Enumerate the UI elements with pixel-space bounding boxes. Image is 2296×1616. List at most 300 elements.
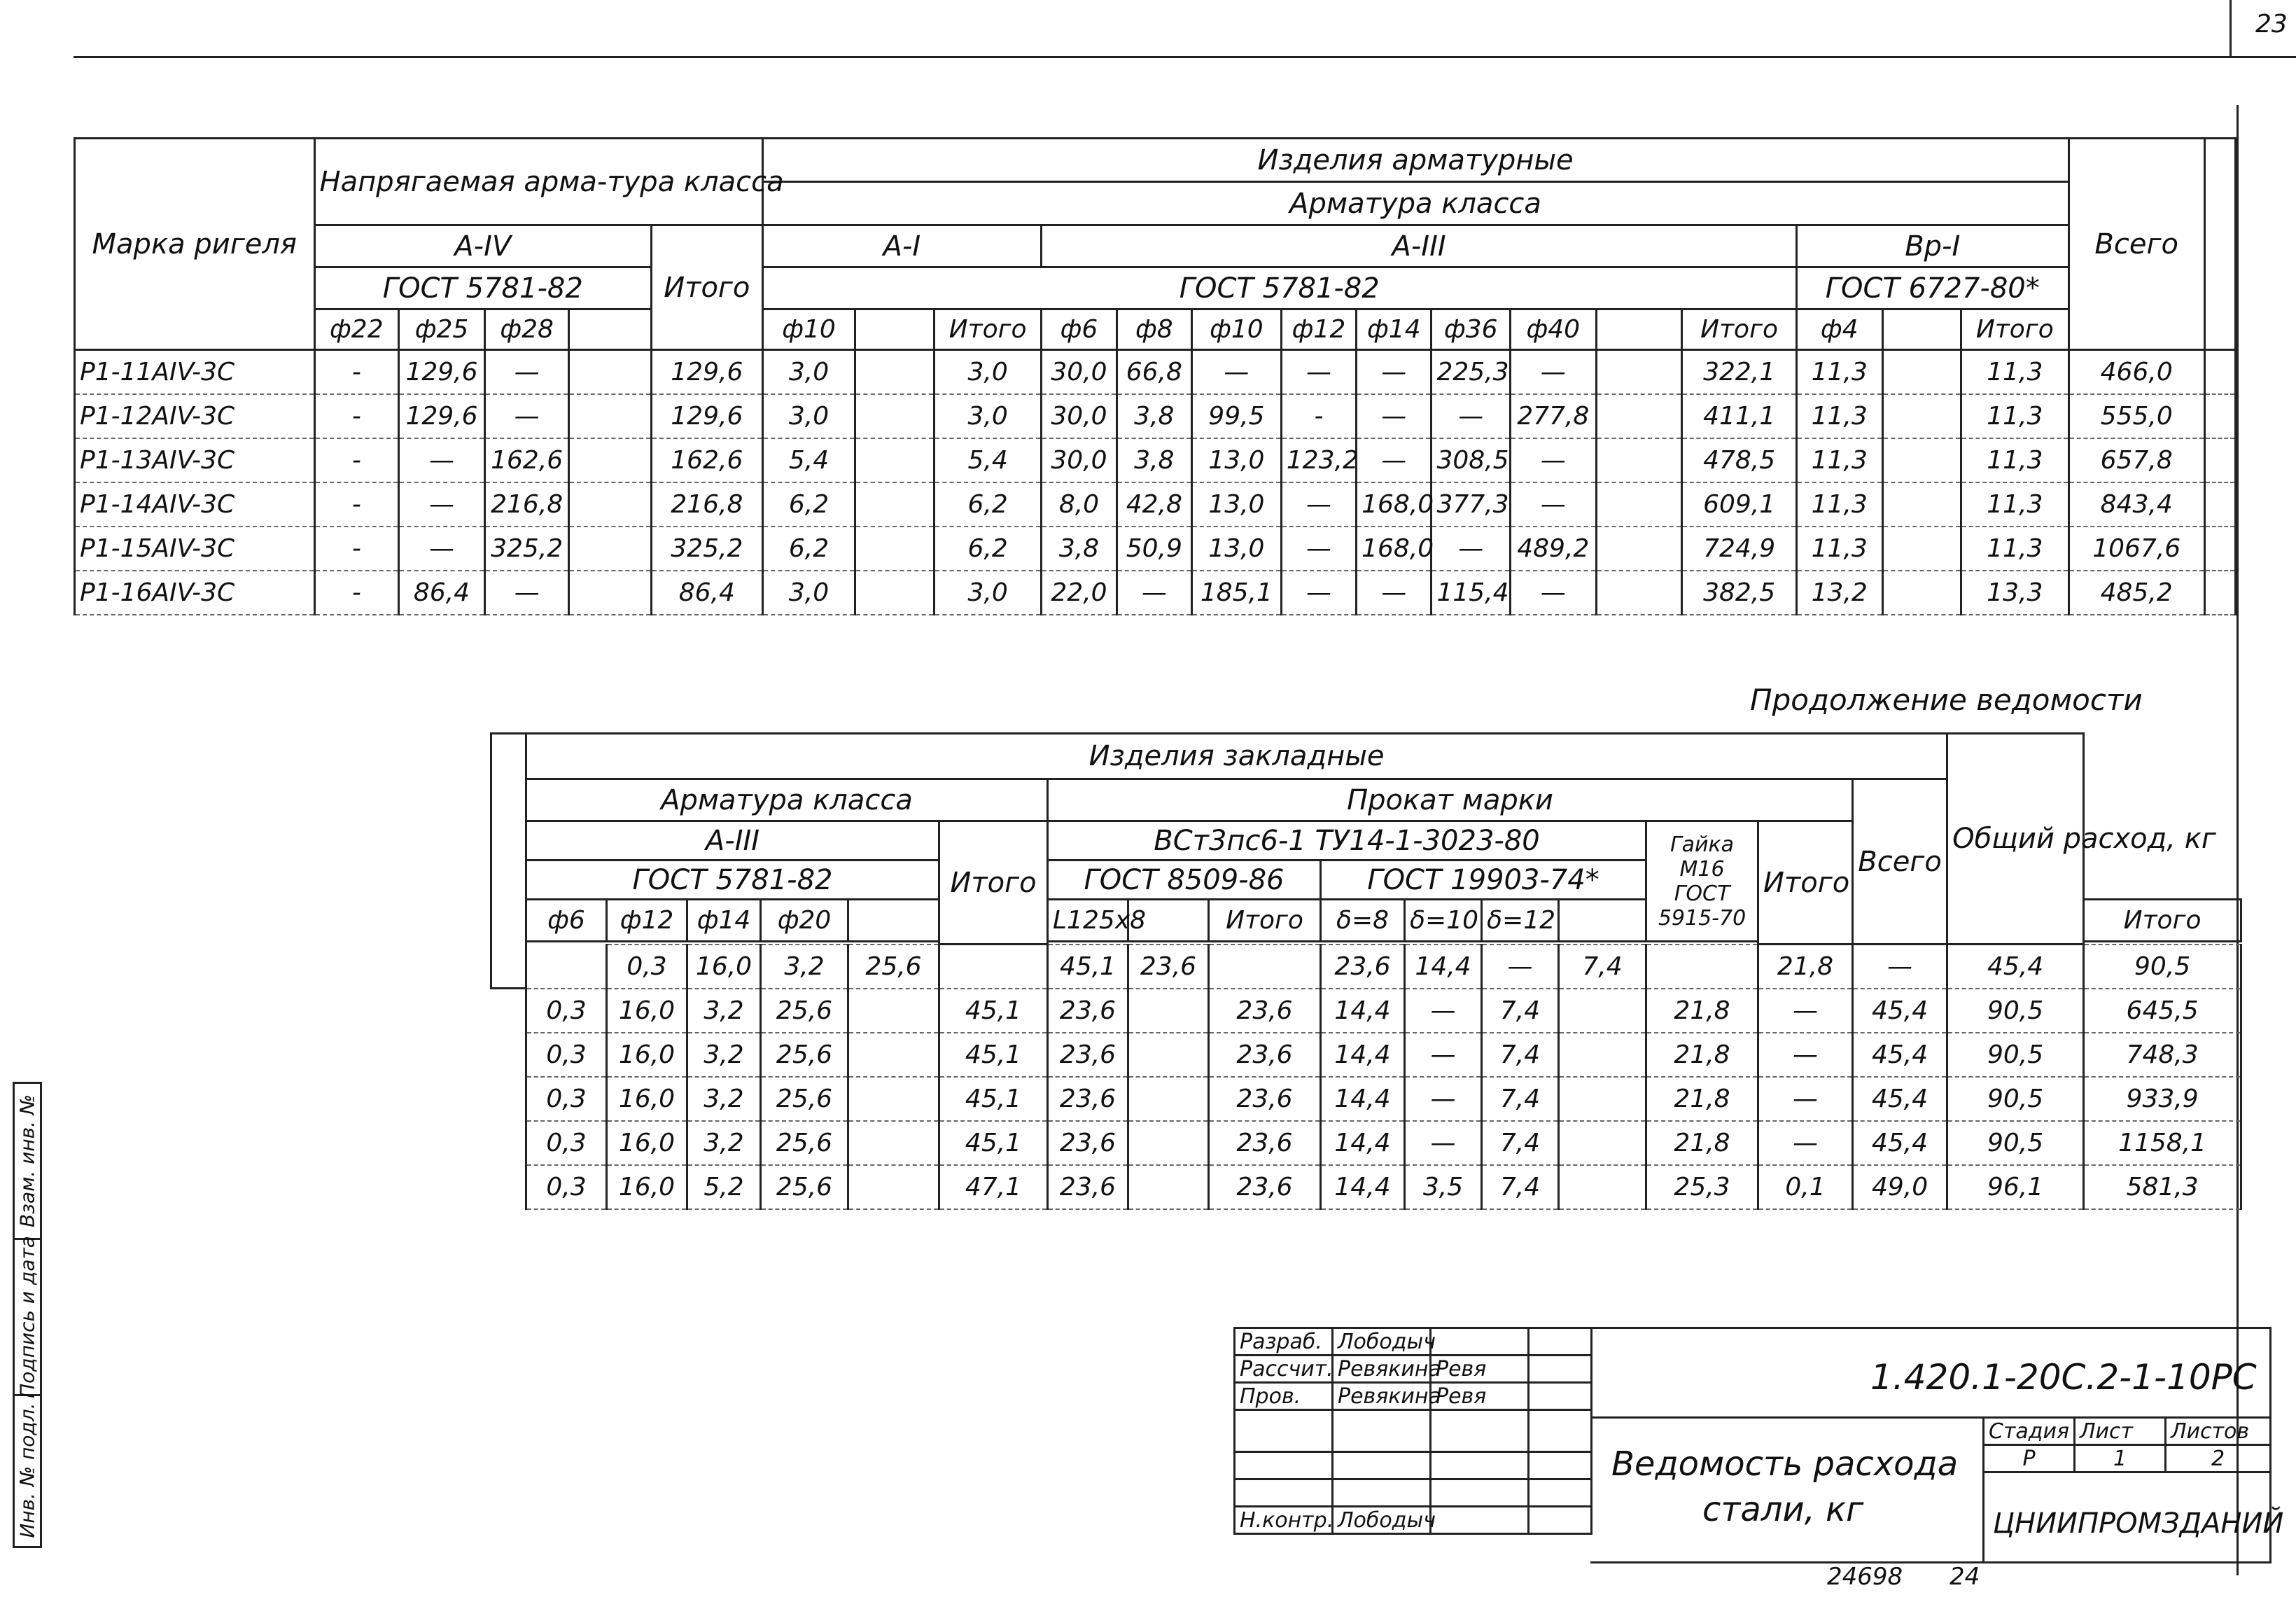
value-cell: -: [314, 438, 399, 482]
diameter-header: ф10: [1191, 309, 1281, 350]
diameter-header: [569, 309, 652, 350]
beam-mark: Р1-16АIV-3С: [75, 571, 315, 615]
value-cell: —: [1116, 571, 1191, 615]
overall-label: Общий расход, кг: [1947, 734, 2084, 945]
value-cell: 14,4: [1321, 1077, 1405, 1121]
value-cell: -: [1281, 394, 1356, 438]
table-row: [75, 139, 2236, 182]
value-cell: 13,0: [1191, 482, 1281, 527]
profile-header: [1559, 900, 1646, 942]
date-cell: [1529, 1383, 1592, 1410]
stage-value: Р: [1984, 1445, 2075, 1472]
value-cell: 0,3: [526, 989, 607, 1033]
date-cell: [1529, 1507, 1592, 1534]
value-cell: [848, 1033, 939, 1077]
date-cell: [1529, 1328, 1592, 1356]
signature-cell: Ревя: [1431, 1383, 1529, 1410]
value-cell: 3,0: [934, 571, 1041, 615]
value-cell: 115,4: [1432, 571, 1510, 615]
value-cell: 308,5: [1432, 438, 1510, 482]
value-cell: —: [1357, 394, 1432, 438]
value-cell: 5,2: [687, 1165, 761, 1209]
designation: 1.420.1-20С.2-1-10РС: [1870, 1357, 2257, 1398]
diameter-header: ф28: [484, 309, 569, 350]
name-cell: Ревякина: [1333, 1356, 1431, 1383]
table-row: [491, 1121, 2241, 1165]
value-cell: 14,4: [1321, 1121, 1405, 1165]
value-cell: 23,6: [1048, 1165, 1128, 1209]
signature-cell: [1431, 1452, 1529, 1479]
value-cell: [1209, 945, 1321, 989]
value-cell: —: [484, 571, 569, 615]
table-row: [75, 267, 2236, 309]
profile-header: δ=12: [1482, 900, 1559, 942]
name-cell: [1333, 1479, 1431, 1507]
value-cell: [1559, 1033, 1646, 1077]
value-cell: 555,0: [2068, 394, 2204, 438]
gost-a: ГОСТ 5781-82: [762, 267, 1796, 309]
armature-itogo: Итого: [939, 821, 1048, 945]
value-cell: 14,4: [1321, 1033, 1405, 1077]
frame-top-line: [74, 56, 2296, 58]
title-block-main: [1590, 1327, 2284, 1563]
diameter-header: ф8: [1116, 309, 1191, 350]
value-cell: 25,6: [761, 1033, 848, 1077]
value-cell: [1559, 1121, 1646, 1165]
value-cell: 657,8: [2068, 438, 2204, 482]
value-cell: [855, 438, 934, 482]
value-cell: 216,8: [484, 482, 569, 527]
value-cell: —: [1405, 1033, 1482, 1077]
value-cell: [1559, 989, 1646, 1033]
left-margin: [491, 1033, 526, 1077]
filler: [2204, 438, 2235, 482]
value-cell: [1882, 438, 1961, 482]
value-cell: 90,5: [2084, 945, 2241, 989]
role-cell: [1235, 1452, 1333, 1479]
value-cell: 411,1: [1682, 394, 1797, 438]
value-cell: 123,2: [1281, 438, 1356, 482]
value-cell: 25,3: [1646, 1165, 1758, 1209]
value-cell: —: [1853, 945, 1947, 989]
profile-header: δ=10: [1405, 900, 1482, 942]
value-cell: 6,2: [934, 527, 1041, 571]
value-cell: 0,3: [526, 1165, 607, 1209]
value-cell: 325,2: [484, 527, 569, 571]
table-row: [75, 309, 2236, 350]
value-cell: [1882, 394, 1961, 438]
value-cell: —: [1432, 394, 1510, 438]
table-row: [1235, 1452, 1592, 1479]
value-cell: 45,4: [1853, 1121, 1947, 1165]
diameter-header: [1882, 309, 1961, 350]
signature-cell: [1431, 1507, 1529, 1534]
value-cell: —: [1357, 571, 1432, 615]
value-cell: 11,3: [1961, 438, 2069, 482]
role-cell: Рассчит.: [1235, 1356, 1333, 1383]
role-cell: Н.контр.: [1235, 1507, 1333, 1534]
value-cell: 129,6: [652, 394, 763, 438]
value-cell: 45,4: [1853, 1033, 1947, 1077]
diameter-header: ф6: [526, 900, 607, 942]
value-cell: —: [1281, 350, 1356, 394]
value-cell: 96,1: [1947, 1165, 2084, 1209]
value-cell: 47,1: [939, 1165, 1048, 1209]
steel-grade: ВСт3пс6-1 ТУ14-1-3023-80: [1048, 821, 1646, 861]
value-cell: 1158,1: [2084, 1121, 2241, 1165]
value-cell: —: [399, 527, 485, 571]
value-cell: 6,2: [934, 482, 1041, 527]
corner-tick: [2230, 0, 2232, 56]
table-row: [491, 989, 2241, 1033]
value-cell: 325,2: [652, 527, 763, 571]
left-margin: [491, 1165, 526, 1209]
class-a1: А-I: [762, 225, 1042, 267]
value-cell: [855, 482, 934, 527]
value-cell: 485,2: [2068, 571, 2204, 615]
value-cell: 277,8: [1510, 394, 1596, 438]
diameter-header: ф25: [399, 309, 485, 350]
value-cell: —: [1405, 1121, 1482, 1165]
class-a3: А-III: [526, 821, 939, 861]
value-cell: [1559, 1077, 1646, 1121]
diameter-header: [848, 900, 939, 942]
value-cell: —: [1357, 350, 1432, 394]
value-cell: 21,8: [1758, 945, 1853, 989]
value-cell: 25,6: [761, 1077, 848, 1121]
nut-label: Гайка М16 ГОСТ 5915-70: [1646, 821, 1758, 942]
value-cell: —: [1281, 527, 1356, 571]
value-cell: 168,0: [1357, 482, 1432, 527]
value-cell: 7,4: [1559, 945, 1646, 989]
diameter-header: ф12: [1281, 309, 1356, 350]
value-cell: [1596, 571, 1682, 615]
value-cell: 30,0: [1042, 350, 1116, 394]
diameter-header: [855, 309, 934, 350]
value-cell: 42,8: [1116, 482, 1191, 527]
left-margin: [491, 1121, 526, 1165]
value-cell: 11,3: [1796, 438, 1882, 482]
side-stamp-signature: Подпись и дата: [15, 1236, 39, 1398]
value-cell: 23,6: [1209, 1165, 1321, 1209]
diameter-header: ф20: [761, 900, 848, 942]
value-cell: [1882, 350, 1961, 394]
value-cell: 129,6: [652, 350, 763, 394]
value-cell: 30,0: [1042, 394, 1116, 438]
tensioned-label: Напрягаемая арма-тура класса: [314, 139, 762, 225]
value-cell: 23,6: [1048, 989, 1128, 1033]
value-cell: 11,3: [1961, 350, 2069, 394]
value-cell: —: [1758, 989, 1853, 1033]
name-cell: [1333, 1452, 1431, 1479]
value-cell: 23,6: [1209, 1077, 1321, 1121]
value-cell: 6,2: [762, 482, 855, 527]
value-cell: 86,4: [399, 571, 485, 615]
organization-name: ЦНИИПРОМЗДАНИЙ: [1993, 1507, 2284, 1540]
value-cell: 5,4: [934, 438, 1041, 482]
value-cell: 23,6: [1048, 1121, 1128, 1165]
value-cell: 168,0: [1357, 527, 1432, 571]
diameter-header: ф12: [607, 900, 687, 942]
value-cell: 23,6: [1209, 1121, 1321, 1165]
value-cell: 0,3: [526, 1077, 607, 1121]
value-cell: [848, 1077, 939, 1121]
table-row: [75, 394, 2236, 438]
value-cell: 90,5: [1947, 989, 2084, 1033]
value-cell: 49,0: [1853, 1165, 1947, 1209]
profile-header: L125х8: [1048, 900, 1128, 942]
value-cell: 45,1: [1048, 945, 1128, 989]
total-label: Всего: [1853, 779, 1947, 945]
value-cell: 13,3: [1961, 571, 2069, 615]
value-cell: [1596, 394, 1682, 438]
value-cell: 25,6: [761, 989, 848, 1033]
value-cell: —: [1482, 945, 1559, 989]
diameter-header: ф14: [687, 900, 761, 942]
title-block-signatures: [1233, 1327, 1592, 1535]
beam-mark: Р1-15АIV-3С: [75, 527, 315, 571]
value-cell: 16,0: [607, 1165, 687, 1209]
value-cell: 8,0: [1042, 482, 1116, 527]
value-cell: [855, 527, 934, 571]
bottom-embedded-table: [490, 732, 2242, 1210]
side-stamp: [13, 1082, 42, 1548]
value-cell: [855, 350, 934, 394]
value-cell: [569, 482, 652, 527]
class-a3: А-III: [1042, 225, 1797, 267]
value-cell: [569, 350, 652, 394]
sheet-label: Лист: [2075, 1418, 2166, 1445]
value-cell: 3,0: [934, 350, 1041, 394]
value-cell: 14,4: [1405, 945, 1482, 989]
value-cell: 3,5: [1405, 1165, 1482, 1209]
value-cell: -: [314, 527, 399, 571]
value-cell: 645,5: [2084, 989, 2241, 1033]
document-title-line1: Ведомость расхода: [1611, 1444, 1959, 1484]
a3-itogo: Итого: [1682, 309, 1797, 350]
value-cell: 1067,6: [2068, 527, 2204, 571]
value-cell: 3,0: [762, 350, 855, 394]
value-cell: [939, 945, 1048, 989]
value-cell: [1882, 571, 1961, 615]
value-cell: 322,1: [1682, 350, 1797, 394]
value-cell: 90,5: [1947, 1033, 2084, 1077]
value-cell: 23,6: [1048, 1033, 1128, 1077]
value-cell: 3,2: [687, 1077, 761, 1121]
value-cell: [569, 571, 652, 615]
value-cell: 45,1: [939, 989, 1048, 1033]
value-cell: [1882, 527, 1961, 571]
value-cell: 377,3: [1432, 482, 1510, 527]
name-cell: Лободыч: [1333, 1328, 1431, 1356]
value-cell: —: [1281, 571, 1356, 615]
role-cell: [1235, 1410, 1333, 1452]
diameter-header: ф22: [314, 309, 399, 350]
beam-mark: Р1-12АIV-3С: [75, 394, 315, 438]
footer-page: 24: [1949, 1563, 1980, 1591]
value-cell: -: [314, 571, 399, 615]
value-cell: 5,4: [762, 438, 855, 482]
value-cell: 0,3: [526, 1121, 607, 1165]
beam-mark: Р1-14АIV-3С: [75, 482, 315, 527]
value-cell: 14,4: [1321, 989, 1405, 1033]
value-cell: 23,6: [1048, 1077, 1128, 1121]
value-cell: [1596, 350, 1682, 394]
sheet-corner-number: 23: [2255, 10, 2288, 39]
sheets-label: Листов: [2166, 1418, 2271, 1445]
value-cell: 11,3: [1961, 482, 2069, 527]
tensioned-class: А-IV: [314, 225, 652, 267]
value-cell: 21,8: [1646, 1033, 1758, 1077]
diameter-header: ф14: [1357, 309, 1432, 350]
profile-header: δ=8: [1321, 900, 1405, 942]
sheets-value: 2: [2166, 1445, 2271, 1472]
value-cell: [1596, 438, 1682, 482]
signature-cell: Ревя: [1431, 1356, 1529, 1383]
table-row: [75, 571, 2236, 615]
value-cell: -: [314, 482, 399, 527]
side-stamp-inventory: Инв. № подл.: [15, 1402, 39, 1538]
name-cell: Лободыч: [1333, 1507, 1431, 1534]
value-cell: —: [1510, 482, 1596, 527]
value-cell: -: [314, 350, 399, 394]
value-cell: 45,1: [939, 1077, 1048, 1121]
table-row: [1235, 1479, 1592, 1507]
value-cell: [1596, 482, 1682, 527]
table-row: [75, 350, 2236, 394]
value-cell: 3,2: [687, 1121, 761, 1165]
value-cell: —: [1281, 482, 1356, 527]
value-cell: 11,3: [1961, 527, 2069, 571]
gost-bp: ГОСТ 6727-80*: [1796, 267, 2068, 309]
value-cell: [1128, 989, 1209, 1033]
filler: [2204, 482, 2235, 527]
table-row: [491, 1165, 2241, 1209]
value-cell: 21,8: [1646, 1077, 1758, 1121]
value-cell: 0,3: [607, 945, 687, 989]
name-cell: [1333, 1410, 1431, 1452]
value-cell: 3,0: [934, 394, 1041, 438]
value-cell: [1128, 1121, 1209, 1165]
value-cell: 724,9: [1682, 527, 1797, 571]
diameter-header: [1596, 309, 1682, 350]
value-cell: 609,1: [1682, 482, 1797, 527]
value-cell: 14,4: [1321, 1165, 1405, 1209]
value-cell: 3,2: [761, 945, 848, 989]
value-cell: —: [484, 394, 569, 438]
table-row: [75, 225, 2236, 267]
signature-cell: [1431, 1328, 1529, 1356]
value-cell: 13,0: [1191, 527, 1281, 571]
document-title-line2: стали, кг: [1702, 1490, 1864, 1529]
role-cell: Пров.: [1235, 1383, 1333, 1410]
value-cell: 90,5: [1947, 1121, 2084, 1165]
value-cell: 25,6: [761, 1165, 848, 1209]
value-cell: 3,8: [1042, 527, 1116, 571]
value-cell: 50,9: [1116, 527, 1191, 571]
value-cell: —: [1432, 527, 1510, 571]
value-cell: —: [484, 350, 569, 394]
value-cell: 11,3: [1796, 527, 1882, 571]
continuation-label: Продолжение ведомости: [1750, 683, 2143, 717]
value-cell: 86,4: [652, 571, 763, 615]
value-cell: 478,5: [1682, 438, 1797, 482]
table-row: [491, 945, 2241, 989]
value-cell: [1128, 1077, 1209, 1121]
value-cell: [569, 527, 652, 571]
value-cell: 23,6: [1209, 989, 1321, 1033]
table-row: [1235, 1328, 1592, 1356]
left-margin: [526, 945, 607, 989]
value-cell: 3,8: [1116, 438, 1191, 482]
value-cell: 162,6: [652, 438, 763, 482]
value-cell: 16,0: [607, 1077, 687, 1121]
value-cell: 3,2: [687, 1033, 761, 1077]
value-cell: 933,9: [2084, 1077, 2241, 1121]
value-cell: [1882, 482, 1961, 527]
value-cell: 21,8: [1646, 1121, 1758, 1165]
value-cell: 45,4: [1853, 989, 1947, 1033]
value-cell: 7,4: [1482, 989, 1559, 1033]
left-margin: [491, 989, 526, 1033]
value-cell: [1596, 527, 1682, 571]
signature-cell: [1431, 1479, 1529, 1507]
value-cell: 7,4: [1482, 1033, 1559, 1077]
table-row: [491, 1033, 2241, 1077]
angle-itogo: Итого: [1209, 900, 1321, 942]
role-cell: Разраб.: [1235, 1328, 1333, 1356]
value-cell: 129,6: [399, 394, 485, 438]
filler: [2204, 571, 2235, 615]
bp-itogo: Итого: [1961, 309, 2069, 350]
value-cell: 489,2: [1510, 527, 1596, 571]
value-cell: -: [314, 394, 399, 438]
value-cell: 3,8: [1116, 394, 1191, 438]
value-cell: 21,8: [1646, 989, 1758, 1033]
value-cell: —: [399, 438, 485, 482]
value-cell: —: [1510, 438, 1596, 482]
value-cell: 16,0: [607, 1033, 687, 1077]
armature-class-label: Арматура класса: [526, 779, 1048, 821]
row-header-label: Марка ригеля: [75, 139, 315, 350]
value-cell: 30,0: [1042, 438, 1116, 482]
name-cell: Ревякина: [1333, 1383, 1431, 1410]
armature-class-label: Арматура класса: [762, 182, 2068, 225]
value-cell: 45,1: [939, 1121, 1048, 1165]
value-cell: [1559, 1165, 1646, 1209]
tensioned-itogo: Итого: [652, 225, 763, 350]
value-cell: [855, 394, 934, 438]
value-cell: 16,0: [607, 1121, 687, 1165]
value-cell: 748,3: [2084, 1033, 2241, 1077]
value-cell: —: [1758, 1121, 1853, 1165]
value-cell: 25,6: [848, 945, 939, 989]
stage-table: [1982, 1416, 2272, 1473]
value-cell: 3,2: [687, 989, 761, 1033]
value-cell: 0,1: [1758, 1165, 1853, 1209]
value-cell: 16,0: [687, 945, 761, 989]
value-cell: 45,4: [1947, 945, 2084, 989]
rolled-label: Прокат марки: [1048, 779, 1853, 821]
table-row: [75, 438, 2236, 482]
value-cell: 7,4: [1482, 1077, 1559, 1121]
date-cell: [1529, 1356, 1592, 1383]
value-cell: 7,4: [1482, 1121, 1559, 1165]
left-margin: [491, 1077, 526, 1121]
archive-number: 24698: [1827, 1563, 1903, 1591]
value-cell: 843,4: [2068, 482, 2204, 527]
value-cell: —: [1357, 438, 1432, 482]
